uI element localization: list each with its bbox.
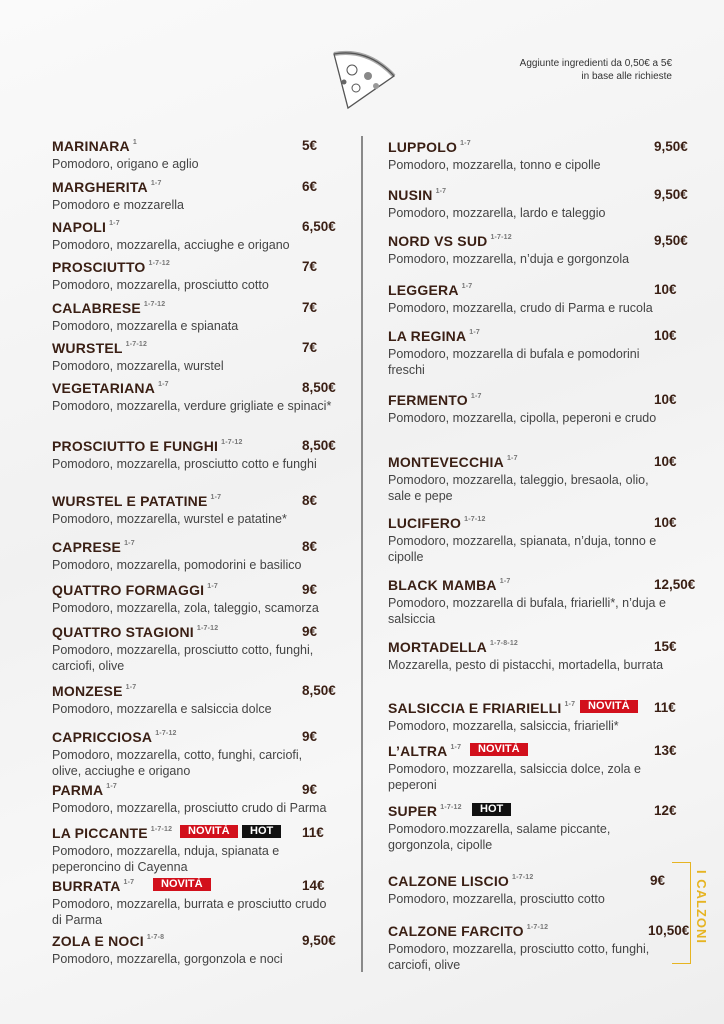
item-name: CALZONE FARCITO (388, 923, 524, 939)
menu-item (52, 138, 332, 172)
item-name: NUSIN (388, 187, 433, 203)
item-name: LUCIFERO (388, 515, 462, 531)
item-allergens: 1-7-12 (196, 625, 219, 632)
item-allergens: 1-7-8 (146, 934, 165, 941)
item-name: WURSTEL (52, 340, 123, 356)
menu-item (388, 923, 690, 973)
pizza-slice-icon (328, 46, 398, 112)
item-price: 8,50€ (302, 380, 336, 395)
item-allergens: 1-7 (506, 455, 518, 462)
item-name: MARGHERITA (52, 179, 148, 195)
item-description: Pomodoro, mozzarella, taleggio, bresaola, olio, sale e pepe (388, 473, 649, 503)
item-allergens: 1-7 (123, 879, 135, 886)
menu-item (52, 259, 332, 293)
item-price: 8,50€ (302, 683, 336, 698)
item-description: Pomodoro, origano e aglio (52, 157, 199, 171)
menu-item (52, 539, 332, 573)
hot-badge: HOT (472, 803, 511, 816)
item-price: 7€ (302, 300, 318, 315)
calzoni-bracket (672, 862, 691, 964)
item-name: LEGGERA (388, 282, 459, 298)
item-allergens: 1-7-12 (148, 260, 170, 267)
item-name: MARINARA (52, 138, 130, 154)
item-allergens: 1-7-12 (221, 439, 243, 446)
menu-item (52, 340, 332, 374)
item-price: 10€ (654, 328, 677, 343)
item-price: 12€ (654, 803, 677, 818)
menu-item (52, 782, 332, 816)
item-name: NAPOLI (52, 219, 107, 235)
item-description: Pomodoro, mozzarella, prosciutto crudo di Parma (52, 801, 327, 815)
item-name: ZOLA E NOCI (52, 933, 144, 949)
item-price: 9€ (302, 782, 318, 797)
item-name: CAPRESE (52, 539, 122, 555)
item-description: Pomodoro, mozzarella, salsiccia, friarielli* (388, 719, 619, 733)
item-allergens: 1-7-12 (512, 874, 534, 881)
item-name: MORTADELLA (388, 639, 487, 655)
item-allergens: 1-7 (461, 283, 473, 290)
menu-item (388, 700, 676, 734)
item-description: Pomodoro, mozzarella di bufala, friarielli*, n’duja e salsiccia (388, 596, 666, 626)
extras-note (520, 57, 672, 83)
item-name: WURSTEL E PATATINE (52, 493, 208, 509)
item-description: Pomodoro, mozzarella, nduja, spianata e peperoncino di Cayenna (52, 844, 280, 874)
item-price: 10€ (654, 515, 677, 530)
item-description: Pomodoro, mozzarella di bufala e pomodorini freschi (388, 347, 640, 377)
extras-note-line1: Aggiunte ingredienti da 0,50€ a 5€ (519, 58, 672, 69)
menu-item (52, 380, 336, 414)
menu-item (52, 582, 332, 616)
item-allergens: 1-7 (460, 140, 471, 147)
menu-item (52, 933, 336, 967)
item-allergens: 1-7-12 (464, 516, 486, 523)
item-description: Pomodoro, mozzarella, prosciutto cotto, funghi, carciofi, olive (52, 643, 314, 673)
calzoni-section-label: I CALZONI (694, 870, 709, 944)
item-description: Pomodoro, mozzarella, prosciutto cotto (388, 892, 605, 906)
item-description: Pomodoro, mozzarella e spianata (52, 319, 239, 333)
menu-item (52, 438, 336, 472)
menu-item (52, 683, 336, 717)
item-description: Pomodoro, mozzarella, crudo di Parma e rucola (388, 301, 653, 315)
item-name: MONZESE (52, 683, 123, 699)
menu-item (388, 803, 677, 853)
item-price: 9,50€ (654, 139, 688, 154)
column-divider (361, 136, 363, 972)
item-allergens: 1-7-12 (143, 301, 166, 308)
item-name: PROSCIUTTO (52, 259, 146, 275)
item-price: 8,50€ (302, 438, 336, 453)
item-price: 7€ (302, 259, 318, 274)
item-description: Pomodoro, mozzarella, tonno e cipolle (388, 158, 601, 172)
novita-badge: NOVITÀ (180, 825, 238, 838)
item-price: 11€ (654, 700, 676, 715)
item-price: 9€ (650, 873, 666, 888)
item-allergens: 1-7 (207, 583, 218, 590)
item-price: 8€ (302, 493, 318, 508)
item-description: Pomodoro, mozzarella, n’duja e gorgonzola (388, 252, 630, 266)
menu-item (388, 282, 677, 316)
menu-item (52, 878, 332, 928)
menu-item (52, 624, 332, 674)
item-description: Pomodoro, mozzarella, zola, taleggio, scamorza (52, 601, 319, 615)
item-description: Pomodoro, mozzarella, wurstel (52, 359, 224, 373)
item-allergens: 1-7-12 (526, 924, 549, 931)
item-price: 9,50€ (302, 933, 336, 948)
menu-item (388, 873, 673, 907)
menu-item (52, 179, 332, 213)
item-allergens: 1-7-12 (440, 804, 462, 811)
item-description: Mozzarella, pesto di pistacchi, mortadella, burrata (388, 658, 664, 672)
hot-badge: HOT (242, 825, 281, 838)
item-price: 15€ (654, 639, 677, 654)
item-allergens: 1-7 (499, 578, 511, 585)
item-price: 6€ (302, 179, 318, 194)
item-allergens: 1-7-12 (150, 826, 173, 833)
novita-badge: NOVITÀ (580, 700, 638, 713)
item-price: 8€ (302, 539, 318, 554)
item-name: BLACK MAMBA (388, 577, 497, 593)
item-allergens: 1-7-8-12 (489, 640, 519, 647)
item-description: Pomodoro, mozzarella, acciughe e origano (52, 238, 290, 252)
item-price: 9,50€ (654, 233, 688, 248)
item-name: CAPRICCIOSA (52, 729, 153, 745)
item-allergens: 1-7 (469, 329, 480, 336)
item-name: L’ALTRA (388, 743, 448, 759)
item-description: Pomodoro, mozzarella, spianata, n’duja, tonno e cipolle (388, 534, 657, 564)
item-price: 9€ (302, 582, 318, 597)
item-price: 13€ (654, 743, 677, 758)
item-name: LA PICCANTE (52, 825, 148, 841)
item-price: 12,50€ (654, 577, 696, 592)
item-description: Pomodoro, mozzarella, salsiccia dolce, zola e peperoni (388, 762, 641, 792)
menu-item (388, 328, 677, 378)
item-description: Pomodoro, mozzarella, verdure grigliate e spinaci* (52, 399, 332, 413)
menu-item (52, 493, 332, 527)
item-allergens: 1 (132, 139, 137, 146)
item-price: 6,50€ (302, 219, 336, 234)
item-allergens: 1-7 (150, 180, 162, 187)
menu-item (388, 743, 677, 793)
item-description: Pomodoro, mozzarella, prosciutto cotto e funghi (52, 457, 317, 471)
item-name: VEGETARIANA (52, 380, 156, 396)
menu-item (388, 515, 677, 565)
item-name: CALZONE LISCIO (388, 873, 510, 889)
item-name: PROSCIUTTO E FUNGHI (52, 438, 219, 454)
item-description: Pomodoro, mozzarella, cotto, funghi, carciofi, olive, acciughe e origano (52, 748, 303, 778)
item-description: Pomodoro, mozzarella, cipolla, peperoni e crudo (388, 411, 657, 425)
item-allergens: 1-7 (450, 744, 462, 751)
menu-item (388, 139, 688, 173)
item-name: FERMENTO (388, 392, 468, 408)
item-allergens: 1-7 (124, 540, 135, 547)
item-price: 5€ (302, 138, 318, 153)
item-price: 7€ (302, 340, 318, 355)
item-allergens: 1-7 (125, 684, 137, 691)
item-description: Pomodoro, mozzarella, pomodorini e basilico (52, 558, 302, 572)
item-name: CALABRESE (52, 300, 141, 316)
menu-item (52, 219, 336, 253)
menu-item (388, 233, 688, 267)
item-allergens: 1-7-12 (490, 234, 512, 241)
menu-item (52, 300, 332, 334)
item-allergens: 1-7-12 (155, 730, 177, 737)
item-description: Pomodoro, mozzarella, gorgonzola e noci (52, 952, 283, 966)
item-name: BURRATA (52, 878, 121, 894)
menu-item (388, 577, 696, 627)
item-name: SALSICCIA E FRIARIELLI (388, 700, 562, 716)
menu-item (388, 639, 677, 673)
item-price: 11€ (302, 825, 324, 840)
item-price: 10€ (654, 454, 677, 469)
menu-item (52, 729, 332, 779)
item-allergens: 1-7 (435, 188, 447, 195)
menu-item (388, 392, 677, 426)
item-name: QUATTRO FORMAGGI (52, 582, 205, 598)
novita-badge: NOVITÀ (470, 743, 528, 756)
novita-badge: NOVITÀ (153, 878, 211, 891)
item-allergens: 1-7 (564, 701, 576, 708)
item-price: 10,50€ (648, 923, 690, 938)
menu-item (388, 187, 688, 221)
item-price: 10€ (654, 282, 677, 297)
item-name: PARMA (52, 782, 104, 798)
item-description: Pomodoro, mozzarella, wurstel e patatine* (52, 512, 287, 526)
item-name: SUPER (388, 803, 438, 819)
item-description: Pomodoro, mozzarella, prosciutto cotto, funghi, carciofi, olive (388, 942, 650, 972)
menu-item (388, 454, 677, 504)
item-name: QUATTRO STAGIONI (52, 624, 194, 640)
item-allergens: 1-7 (210, 494, 222, 501)
item-name: NORD VS SUD (388, 233, 488, 249)
item-description: Pomodoro, mozzarella e salsiccia dolce (52, 702, 272, 716)
item-price: 9€ (302, 729, 318, 744)
item-description: Pomodoro, mozzarella, prosciutto cotto (52, 278, 269, 292)
item-allergens: 1-7-12 (125, 341, 148, 348)
extras-note-line2: in base alle richieste (581, 71, 672, 82)
item-description: Pomodoro, mozzarella, lardo e taleggio (388, 206, 606, 220)
menu-item (52, 825, 332, 875)
item-allergens: 1-7 (158, 381, 169, 388)
item-price: 9,50€ (654, 187, 688, 202)
item-allergens: 1-7 (106, 783, 118, 790)
item-price: 14€ (302, 878, 325, 893)
item-name: MONTEVECCHIA (388, 454, 504, 470)
item-description: Pomodoro.mozzarella, salame piccante, gorgonzola, cipolle (388, 822, 611, 852)
item-description: Pomodoro, mozzarella, burrata e prosciutto crudo di Parma (52, 897, 327, 927)
item-name: LUPPOLO (388, 139, 458, 155)
item-allergens: 1-7 (470, 393, 482, 400)
item-price: 9€ (302, 624, 318, 639)
item-description: Pomodoro e mozzarella (52, 198, 185, 212)
item-name: LA REGINA (388, 328, 467, 344)
item-allergens: 1-7 (109, 220, 120, 227)
item-price: 10€ (654, 392, 677, 407)
